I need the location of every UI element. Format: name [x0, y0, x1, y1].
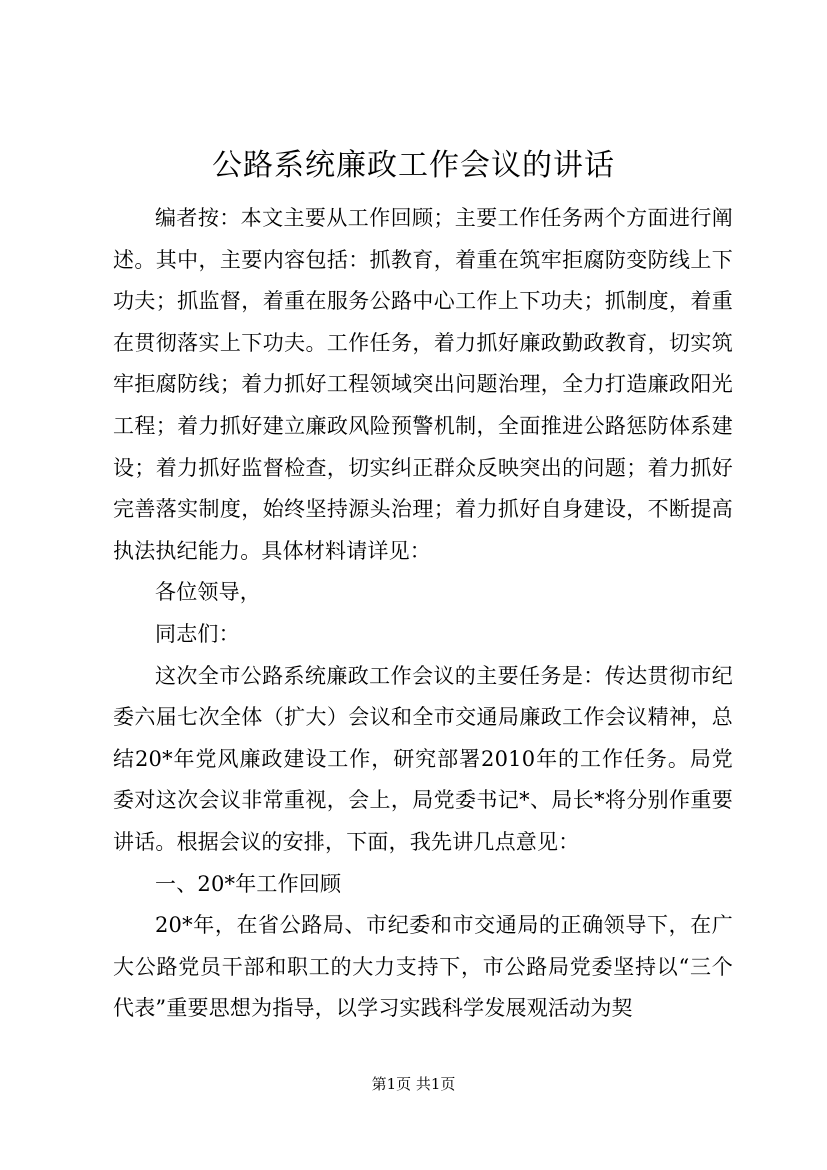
editor-note-paragraph: 编者按：本文主要从工作回顾；主要工作任务两个方面进行阐述。其中，主要内容包括：抓教育，着重在筑牢拒腐防变防线上下功夫；抓监督，着重在服务公路中心工作上下功夫；抓制度，着重在贯彻落实上下功夫。工作任务，着力抓好廉政勤政教育，切实筑牢拒腐防线；着力抓好工程领域突出问题治理，全力打造廉政阳光工程；着力抓好建立廉政风险预警机制，全面推进公路惩防体系建设；着力抓好监督检查，切实纠正群众反映突出的问题；着力抓好完善落实制度，始终坚持源头治理；着力抓好自身建设，不断提高执法执纪能力。具体材料请详见：	[113, 206, 733, 563]
page-footer: 第1页 共1页	[371, 1075, 456, 1093]
salutation-comrades: 同志们：	[155, 621, 240, 646]
meeting-task-paragraph: 这次全市公路系统廉政工作会议的主要任务是：传达贯彻市纪委六届七次全体（扩大）会议和全市交通局廉政工作会议精神，总结20*年党风廉政建设工作，研究部署2010年的工作任务。局党委对这次会议非常重视，会上，局党委书记*、局长*将分别作重要讲话。根据会议的安排，下面，我先讲几点意见：	[113, 663, 733, 854]
salutation-leaders: 各位领导，	[155, 580, 261, 605]
review-paragraph: 20*年，在省公路局、市纪委和市交通局的正确领导下，在广大公路党员干部和职工的大力支持下，市公路局党委坚持以“三个代表”重要思想为指导，以学习实践科学发展观活动为契	[113, 913, 733, 1021]
document-title: 公路系统廉政工作会议的讲话	[212, 148, 615, 183]
document-body	[113, 198, 733, 1030]
section-heading-review: 一、20*年工作回顾	[155, 871, 342, 896]
